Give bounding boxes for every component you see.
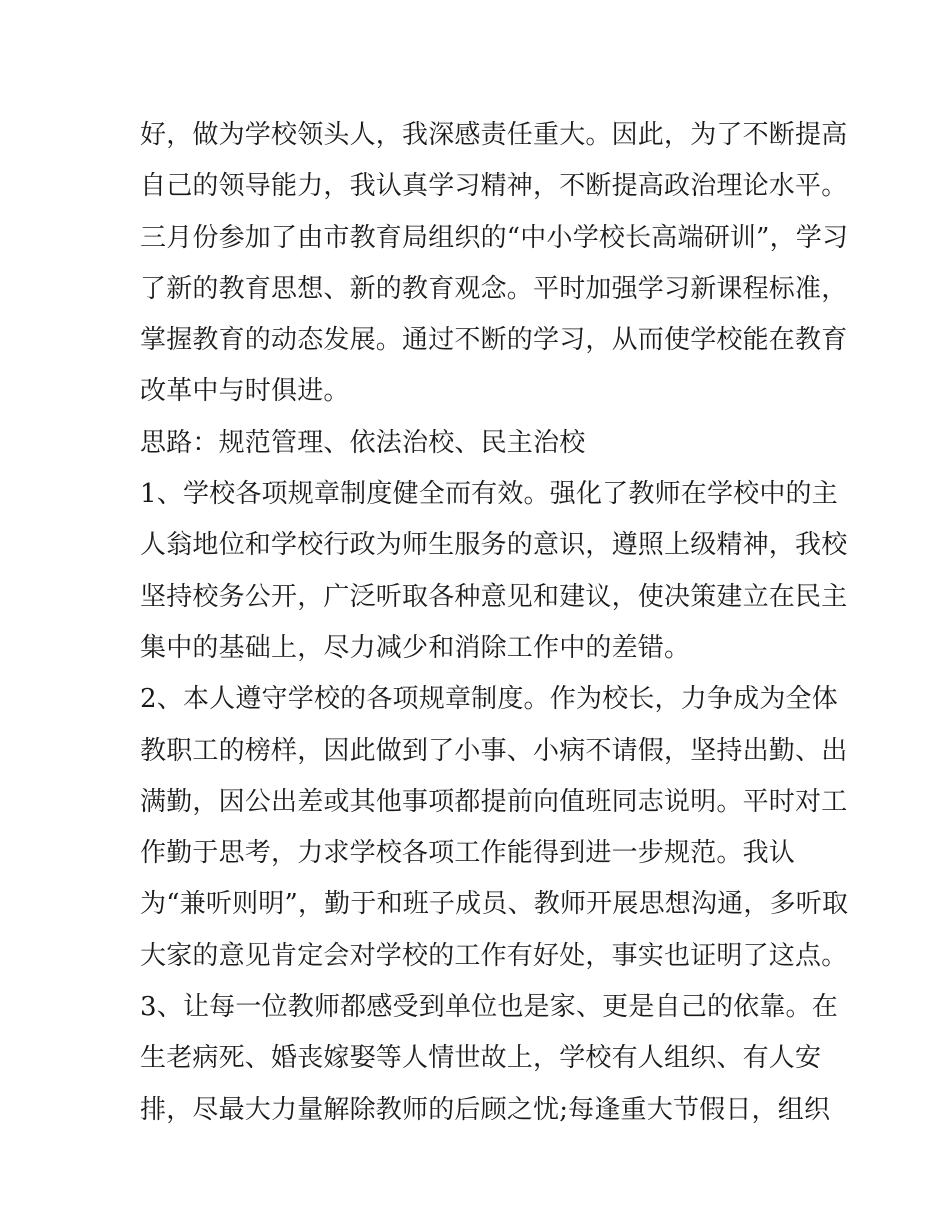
text-line: 为“兼听则明”，勤于和班子成员、教师开展思想沟通，多听取 [140,889,849,920]
text-line: 了新的教育思想、新的教育观念。平时加强学习新课程标准， [140,273,848,304]
text-line: 三月份参加了由市教育局组织的“中小学校长高端研训”，学习 [140,222,849,253]
document-body [140,110,849,1136]
text-line: 坚持校务公开，广泛听取各种意见和建议，使决策建立在民主 [140,581,848,612]
text-line: 满勤，因公出差或其他事项都提前向值班同志说明。平时对工 [140,786,848,817]
text-line: 大家的意见肯定会对学校的工作有好处，事实也证明了这点。 [140,940,848,971]
text-line: 1、学校各项规章制度健全而有效。强化了教师在学校中的主 [140,479,838,510]
text-line: 排，尽最大力量解除教师的后顾之忧;每逢重大节假日，组织 [140,1094,831,1125]
text-line: 掌握教育的动态发展。通过不断的学习，从而使学校能在教育 [140,325,848,356]
section-heading: 思路：规范管理、依法治校、民主治校 [140,427,586,458]
text-line: 集中的基础上，尽力减少和消除工作中的差错。 [140,632,691,663]
text-line: 好，做为学校领头人，我深感责任重大。因此，为了不断提高 [140,120,848,150]
text-line: 生老病死、婚丧嫁娶等人情世故上，学校有人组织、有人安 [140,1043,822,1074]
text-line: 作勤于思考，力求学校各项工作能得到进一步规范。我认 [140,838,796,869]
text-line: 人翁地位和学校行政为师生服务的意识，遵照上级精神，我校 [140,530,848,561]
text-line: 改革中与时俱进。 [140,376,350,407]
text-line: 教职工的榜样，因此做到了小事、小病不请假，坚持出勤、出 [140,735,848,766]
text-line: 自己的领导能力，我认真学习精神，不断提高政治理论水平。 [140,171,848,202]
text-line: 3、让每一位教师都感受到单位也是家、更是自己的依靠。在 [140,992,838,1023]
text-line: 2、本人遵守学校的各项规章制度。作为校长，力争成为全体 [140,684,838,715]
